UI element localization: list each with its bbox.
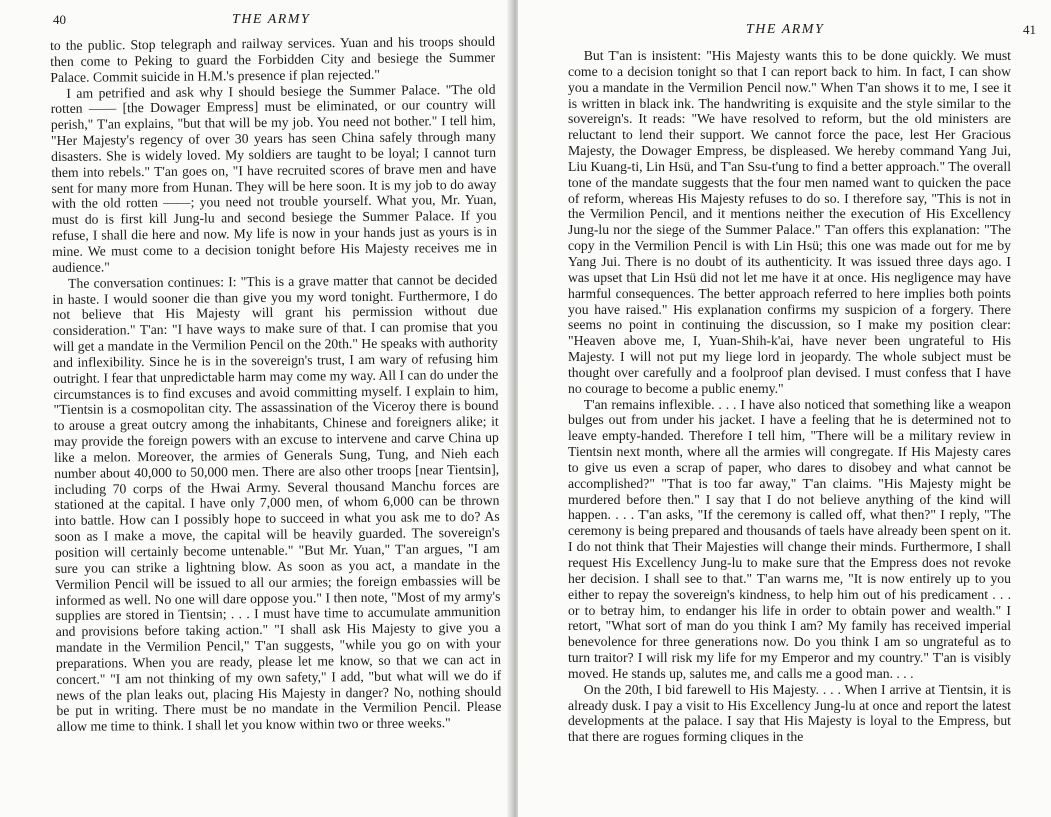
paragraph: But T'an is insistent: "His Majesty wants this to be done quickly. We must come to a decision tonight so that I can report back to him. In fact, I can show you a mandate in the Vermilion Pencil now." When T'an shows it to me, I see it is written in black ink. The handwriting is exquisite and the style similar to the sovereign's. It reads: "We have resolved to reform, but the old ministers are reluctant to lend their support. We cannot force the pace, lest Her Gracious Majesty, the Dowager Empress, be displeased. We hereby command Yang Jui, Liu Kuang-ti, Lin Hsü, and T'an Ssu-t'ung to find a better approach." The overall tone of the mandate suggests that the four men named want to quicken the pace of reform, whereas His Majesty refuses to do so. I therefore say, "This is not in the Vermilion Pencil, and it mentions neither the execution of His Excellency Jung-lu nor the siege of the Summer Palace." T'an offers this explanation: "The copy in the Vermilion Pencil is with Lin Hsü; this one was made out for me by Yang Jui. There is no doubt of its authenticity. It was issued three days ago. I was upset that Lin Hsü did not let me have it at once. His negligence may have harmful consequences. The better approach referred to here implies both points you have raised." His explanation confirms my suspicion of a forgery. There seems no point in continuing the discussion, so I make my position clear: "Heaven above me, I, Yuan-Shih-k'ai, have never been ungrateful to His Majesty. I will not put my liege lord in jeopardy. The whole subject must be thought over carefully and a foolproof plan devised. I must confess that I have no courage to become a public enemy." xyxy=(568,48,1011,396)
paragraph: I am petrified and ask why I should besiege the Summer Palace. "The old rotten —— [the Dowager Empress] must be eliminated, or our country will perish," T'an explains, "but that will be my job. You need not bother." I tell him, "Her Majesty's regency of over 30 years has seen China safely through many disasters. She is widely loved. My soldiers are taught to be loyal; I cannot turn them into rebels." T'an goes on, "I have recruited scores of brave men and have sent for many more from Hunan. They will be here soon. It is my job to do away with the old rotten ——; you need not trouble yourself. What you, Mr. Yuan, must do is first kill Jung-lu and second besiege the Summer Palace. If you refuse, I shall die here and now. My life is now in your hands just as yours is in mine. We must come to a decision tonight before His Majesty receives me in audience." xyxy=(50,81,498,275)
running-head: THE ARMY xyxy=(746,22,825,37)
left-page xyxy=(0,0,512,817)
paragraph: T'an remains inflexible. . . . I have also noticed that something like a weapon bulges out from under his jacket. I have a feeling that he is determined not to leave empty-handed. Therefore I tell him, "There will be a military review in Tientsin next month, where all the armies will congregate. If His Majesty cares to give us even a scrap of paper, who dares to disobey and what cannot be accomplished?" "That is too far away," T'an claims. "His Majesty might be murdered before then." I say that I do not believe anything of the kind will happen. . . . T'an asks, "If the ceremony is called off, what then?" I reply, "The ceremony is being prepared and thousands of taels have already been spent on it. I do not think that Their Majesties will change their minds. Furthermore, I shall request His Excellency Jung-lu to make sure that the Empress does not revoke her decision. I shall see to that." T'an warns me, "It is now entirely up to you either to repay the sovereign's kindness, to help him out of his predicament . . . or to betray him, to endanger his life in order to obtain power and wealth." I retort, "What sort of man do you think I am? My family has received imperial benevolence for three generations now. Do you think I am so ungrateful as to turn traitor? I will risk my life for my Emperor and my country." T'an is visibly moved. He stands up, salutes me, and calls me a good man. . . . xyxy=(568,396,1011,681)
page-body xyxy=(50,34,502,735)
paragraph: On the 20th, I bid farewell to His Majesty. . . . When I arrive at Tientsin, it is already dusk. I pay a visit to His Excellency Jung-lu at once and report the latest developments at the palace. I say that His Majesty is loyal to the Empress, but that there are rogues forming cliques in the xyxy=(568,681,1011,745)
running-head: THE ARMY xyxy=(232,12,311,27)
paragraph: to the public. Stop telegraph and railway services. Yuan and his troops should then come to Peking to guard the Forbidden City and besiege the Summer Palace. Commit suicide in H.M.'s presence if plan rejected." xyxy=(50,33,496,85)
page-number: 40 xyxy=(53,12,66,27)
right-page xyxy=(518,0,1051,817)
page-number: 41 xyxy=(1023,22,1036,37)
paragraph: The conversation continues: I: "This is a grave matter that cannot be decided in haste. I would sooner die than give you my word tonight. Furthermore, I do not believe that His Majesty will grant his permission without due consideration." T'an: "I have ways to make sure of that. I can promise that you will get a mandate in the Vermilion Pencil on the 20th." He speaks with authority and inflexibility. Since he is in the sovereign's trust, I am wary of refusing him outright. I fear that unpredictable harm may come my way. All I can do under the circumstances is to find excuses and avoid committing myself. I explain to him, "Tientsin is a cosmopolitan city. The assassination of the Viceroy there is bound to arouse a great outcry among the inhabitants, Chinese and foreigners alike; it may provide the foreign powers with an excuse to intervene and carve China up like a melon. Moreover, the armies of Generals Sung, Tung, and Nieh each number about 40,000 to 50,000 men. There are also other troops [near Tientsin], including 70 corps of the Hwai Army. Several thousand Manchu forces are stationed at the capital. I have only 7,000 men, of whom 6,000 can be thrown into battle. How can I possibly hope to succeed in what you ask me to do? As soon as I make a move, the capital will be heavily guarded. The sovereign's position will certainly become untenable." "But Mr. Yuan," T'an argues, "I am sure you can strike a lightning blow. As soon as you act, a mandate in the Vermilion Pencil will be issued to all our armies; the foreign embassies will be informed as well. No one will dare oppose you." I then note, "Most of my army's supplies are stored in Tientsin; . . . I must have time to accumulate ammunition and provisions before taking action." "I shall ask His Majesty to give you a mandate in the Vermilion Pencil," T'an suggests, "while you go on with your preparations. When you are ready, please let me know, so that we can act in concert." "I am not thinking of my own safety," I add, "but what will we do if news of the plan leaks out, placing His Majesty in danger? No, nothing should be put in writing. There must be no mandate in the Vermilion Pencil. Please allow me time to think. I shall let you know within two or three weeks." xyxy=(52,271,502,735)
page-body xyxy=(568,48,1011,745)
